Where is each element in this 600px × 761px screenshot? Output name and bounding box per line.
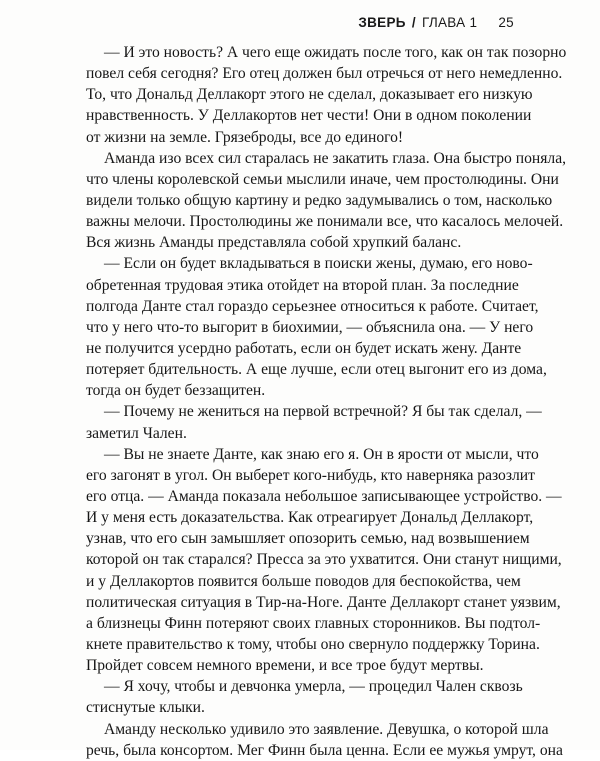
text-line: кнете правительство к тому, чтобы оно свернуло поддержку Торина. <box>86 635 540 653</box>
text-line: важны мелочи. Простолюдины же понимали все, что касалось мелочей. <box>86 213 564 231</box>
text-line: что члены королевской семьи мыслили иначе, чем простолюдины. Они <box>86 170 559 188</box>
chapter-title: ГЛАВА 1 <box>421 15 478 30</box>
text-line: не получится усердно работать, если он будет искать жену. Данте <box>86 339 522 357</box>
text-line: потеряет бдительность. А еще лучше, если отец выгонит его из дома, <box>86 361 547 379</box>
running-head <box>358 15 514 30</box>
text-line: нравственность. У Деллакортов нет чести! Они в одном поколении <box>86 107 532 125</box>
text-line: которой он так старался? Пресса за это ухватится. Они станут нищими, <box>86 551 562 569</box>
text-line: Пройдет совсем немного времени, и все трое будут мертвы. <box>86 657 484 675</box>
page-number: 25 <box>498 15 514 30</box>
text-line: что у него что-то выгорит в биохимии, — объяснила она. — У него <box>86 318 534 336</box>
text-line: И у меня есть доказательства. Как отреагирует Дональд Деллакорт, <box>86 509 534 527</box>
text-line: повел себя сегодня? Его отец должен был отречься от него немедленно. <box>86 65 563 83</box>
text-line: Аманда изо всех сил старалась не закатить глаза. Она быстро поняла, <box>104 149 567 167</box>
text-line: его загонят в угол. Он выберет кого-нибудь, кто наверняка разозлит <box>86 466 535 484</box>
text-line: стиснутые клыки. <box>86 699 205 717</box>
text-line: Аманду несколько удивило это заявление. Девушка, о которой шла <box>104 720 549 738</box>
header-separator: / <box>411 15 416 30</box>
text-line: — Я хочу, чтобы и девчонка умерла, — процедил Чален сквозь <box>104 678 523 696</box>
text-line: и у Деллакортов появится больше поводов для беспокойства, чем <box>86 572 521 590</box>
text-line: — Если он будет вкладываться в поиски жены, думаю, его ново- <box>104 255 533 273</box>
text-line: от жизни на земле. Грязеброды, все до единого! <box>86 128 404 146</box>
text-line: тогда он будет беззащитен. <box>86 382 266 400</box>
text-line: — И это новость? А чего еще ожидать после того, как он так позорно <box>104 44 567 61</box>
text-line: речь, была консортом. Мег Финн была ценна. Если ее мужья умрут, она <box>86 741 563 759</box>
text-line: Вся жизнь Аманды представляла собой хрупкий баланс. <box>86 234 462 252</box>
text-line: полгода Данте стал гораздо серьезнее относиться к работе. Считает, <box>86 297 539 315</box>
text-line: политическая ситуация в Тир-на-Ноге. Данте Деллакорт станет уязвим, <box>86 593 561 611</box>
text-line: а близнецы Финн потеряют своих главных сторонников. Вы подтол- <box>86 614 541 632</box>
body-text <box>86 42 567 761</box>
text-line: его отца. — Аманда показала небольшое записывающее устройство. — <box>86 487 562 505</box>
text-line: То, что Дональд Деллакорт этого не сделал, доказывает его низкую <box>86 86 533 104</box>
text-line: заметил Чален. <box>86 424 187 442</box>
text-line: — Почему не жениться на первой встречной? Я бы так сделал, — <box>104 403 542 421</box>
text-line: — Вы не знаете Данте, как знаю его я. Он в ярости от мысли, что <box>104 445 539 463</box>
text-line: видели только общую картину и редко задумывались о том, насколько <box>86 191 553 209</box>
text-line: обретенная трудовая этика отойдет на второй план. За последние <box>86 276 519 294</box>
book-title: ЗВЕРЬ <box>358 15 406 30</box>
text-line: узнав, что его сын замышляет опозорить семью, над возвышением <box>86 530 530 548</box>
